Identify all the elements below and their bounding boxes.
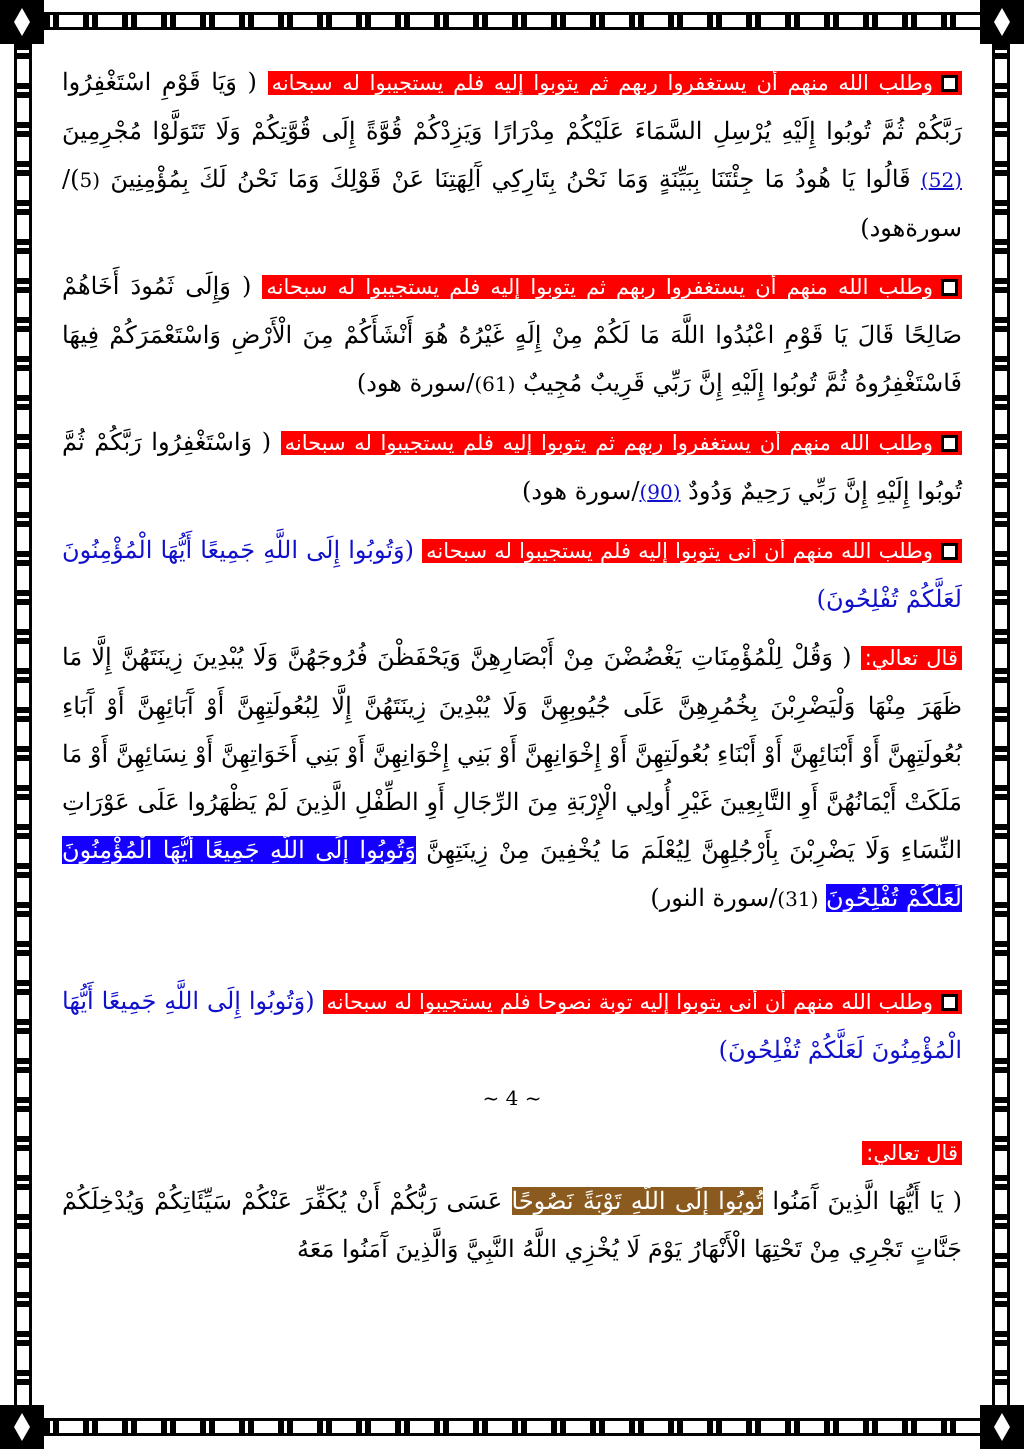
paragraph-6	[62, 977, 962, 1074]
blue-verse-text: (وَتُوبُوا إِلَى اللَّهِ جَمِيعًا أَيُّهَا الْمُؤْمِنُونَ لَعَلَّكُمْ تُفْلِحُونَ)	[62, 987, 962, 1064]
border-chain-right	[992, 44, 1010, 1405]
checkbox-icon	[941, 279, 958, 296]
corner-ornament-bottom-left	[0, 1405, 44, 1449]
page-number: ~ 4 ~	[482, 1086, 542, 1110]
corner-ornament-bottom-right	[980, 1405, 1024, 1449]
paragraph-1	[62, 58, 962, 252]
blue-highlight-verse: وَتُوبُوا إِلَى اللَّهِ جَمِيعًا أَيُّهَا الْمُؤْمِنُونَ لَعَلَّكُمْ تُفْلِحُونَ	[62, 836, 962, 912]
verse-text: ( وَقُلْ لِلْمُؤْمِنَاتِ يَغْضُضْنَ مِنْ أَبْصَارِهِنَّ وَيَحْفَظْنَ فُرُوجَهُنَّ وَلَا يُبْدِينَ زِينَتَهُنَّ إِلَّا مَا ظَهَرَ مِنْهَا وَلْيَضْرِبْنَ بِخُمُرِهِنَّ عَلَى جُيُوبِهِنَّ وَلَا يُبْدِينَ زِينَتَهُنَّ إِلَّا لِبُعُولَتِهِنَّ أَوْ آَبَائِهِنَّ أَوْ آَبَاءِ بُعُولَتِهِنَّ أَوْ أَبْنَائِهِنَّ أَوْ أَبْنَاءِ بُعُولَتِهِنَّ أَوْ إِخْوَانِهِنَّ أَوْ بَنِي إِخْوَانِهِنَّ أَوْ بَنِي أَخَوَاتِهِنَّ أَوْ نِسَائِهِنَّ أَوْ مَا مَلَكَتْ أَيْمَانُهُنَّ أَوِ التَّابِعِينَ غَيْرِ أُولِي الْإِرْبَةِ مِنَ الرِّجَالِ أَوِ الطِّفْلِ الَّذِينَ لَمْ يَظْهَرُوا عَلَى عَوْرَاتِ النِّسَاءِ وَلَا يَضْرِبْنَ بِأَرْجُلِهِنَّ لِيُعْلَمَ مَا يُخْفِينَ مِنْ زِينَتِهِنَّ	[62, 643, 963, 864]
checkbox-icon	[941, 543, 958, 560]
paragraph-7	[62, 1128, 962, 1273]
border-chain-left	[14, 44, 32, 1405]
paragraph-5	[62, 633, 962, 923]
border-chain-top	[44, 12, 980, 30]
surah-reference: /سورة هود)	[356, 369, 475, 397]
red-label-6: وطلب الله منهم أن أنى يتوبوا إليه توبة نصوحا فلم يستجيبوا له سبحانه	[326, 990, 933, 1014]
verse-text: ( وَيَا قَوْمِ اسْتَغْفِرُوا رَبَّكُمْ ثُمَّ تُوبُوا إِلَيْهِ يُرْسِلِ السَّمَاءَ عَلَيْكُمْ مِدْرَارًا وَيَزِدْكُمْ قُوَّةً إِلَى قُوَّتِكُمْ وَلَا تَتَوَلَّوْا مُجْرِمِينَ	[62, 68, 962, 145]
highlight-red-6	[323, 990, 963, 1014]
red-label-7: قال تعالي:	[862, 1141, 962, 1165]
verse-text: ( يَا أَيُّهَا الَّذِينَ آَمَنُوا	[772, 1187, 963, 1215]
corner-ornament-top-left	[0, 0, 44, 44]
verse-text: عَسَى رَبُّكُمْ أَنْ يُكَفِّرَ عَنْكُمْ سَيِّئَاتِكُمْ وَيُدْخِلَكُمْ جَنَّاتٍ تَجْرِي مِنْ تَحْتِهَا الْأَنْهَارُ يَوْمَ لَا يُخْزِي اللَّهُ النَّبِيَّ وَالَّذِينَ آَمَنُوا مَعَهُ	[62, 1187, 962, 1263]
red-label-2: وطلب الله منهم أن يستغفروا ربهم ثم يتوبوا إليه فلم يستجيبوا له سبحانه	[266, 275, 933, 299]
verse-text: ( وَاسْتَغْفِرُوا رَبَّكُمْ ثُمَّ تُوبُوا إِلَيْهِ إِنَّ رَبِّي رَحِيمٌ وَدُودٌ	[62, 428, 962, 505]
red-label-4: وطلب الله منهم أن أنى يتوبوا إليه فلم يستجيبوا له سبحانه	[426, 539, 933, 563]
verse-number: (5	[79, 168, 100, 192]
checkbox-icon	[941, 994, 958, 1011]
verse-text: ( وَإِلَى ثَمُودَ أَخَاهُمْ صَالِحًا قَالَ يَا قَوْمِ اعْبُدُوا اللَّهَ مَا لَكُمْ مِنْ إِلَهٍ غَيْرُهُ هُوَ أَنْشَأَكُمْ مِنَ الْأَرْضِ وَاسْتَعْمَرَكُمْ فِيهَا فَاسْتَغْفِرُوهُ ثُمَّ تُوبُوا إِلَيْهِ إِنَّ رَبِّي قَرِيبٌ مُجِيبٌ	[62, 272, 962, 397]
surah-reference: /سورة هود)	[521, 477, 640, 505]
red-label-5: قال تعالي:	[861, 646, 962, 670]
paragraph-3	[62, 418, 962, 516]
paragraph-4	[62, 526, 962, 623]
border-chain-bottom	[44, 1418, 980, 1436]
spacer	[62, 933, 962, 977]
highlight-red-4	[422, 539, 962, 563]
paragraph-2	[62, 262, 962, 408]
red-label-1: وطلب الله منهم أن يستغفروا ربهم ثم يتوبوا إليه فلم يستجيبوا له سبحانه	[271, 71, 933, 95]
surah-reference: )/سورةهود)	[62, 165, 962, 242]
brown-highlight-verse: تُوبُوا إِلَى اللَّهِ تَوْبَةً نَصُوحًا	[511, 1187, 764, 1215]
verse-number-link[interactable]: (52)	[920, 168, 962, 192]
corner-ornament-top-right	[980, 0, 1024, 44]
verse-number: (61)	[474, 372, 516, 396]
surah-reference: /سورة النور)	[650, 884, 778, 912]
highlight-red-2	[262, 275, 962, 299]
red-label-3: وطلب الله منهم أن يستغفروا ربهم ثم يتوبوا إليه فلم يستجيبوا له سبحانه	[284, 431, 933, 455]
verse-text: قَالُوا يَا هُودُ مَا جِئْتَنَا بِبَيِّنَةٍ وَمَا نَحْنُ بِتَارِكِي آَلِهَتِنَا عَنْ قَوْلِكَ وَمَا نَحْنُ لَكَ بِمُؤْمِنِينَ	[110, 165, 911, 193]
blue-verse-text: (وَتُوبُوا إِلَى اللَّهِ جَمِيعًا أَيُّهَا الْمُؤْمِنُونَ لَعَلَّكُمْ تُفْلِحُونَ)	[62, 536, 962, 613]
checkbox-icon	[941, 75, 958, 92]
highlight-red-1	[268, 71, 962, 95]
verse-number: (31)	[777, 887, 819, 911]
checkbox-icon	[941, 435, 958, 452]
highlight-red-3	[281, 431, 962, 455]
verse-number-link[interactable]: (90)	[639, 480, 681, 504]
